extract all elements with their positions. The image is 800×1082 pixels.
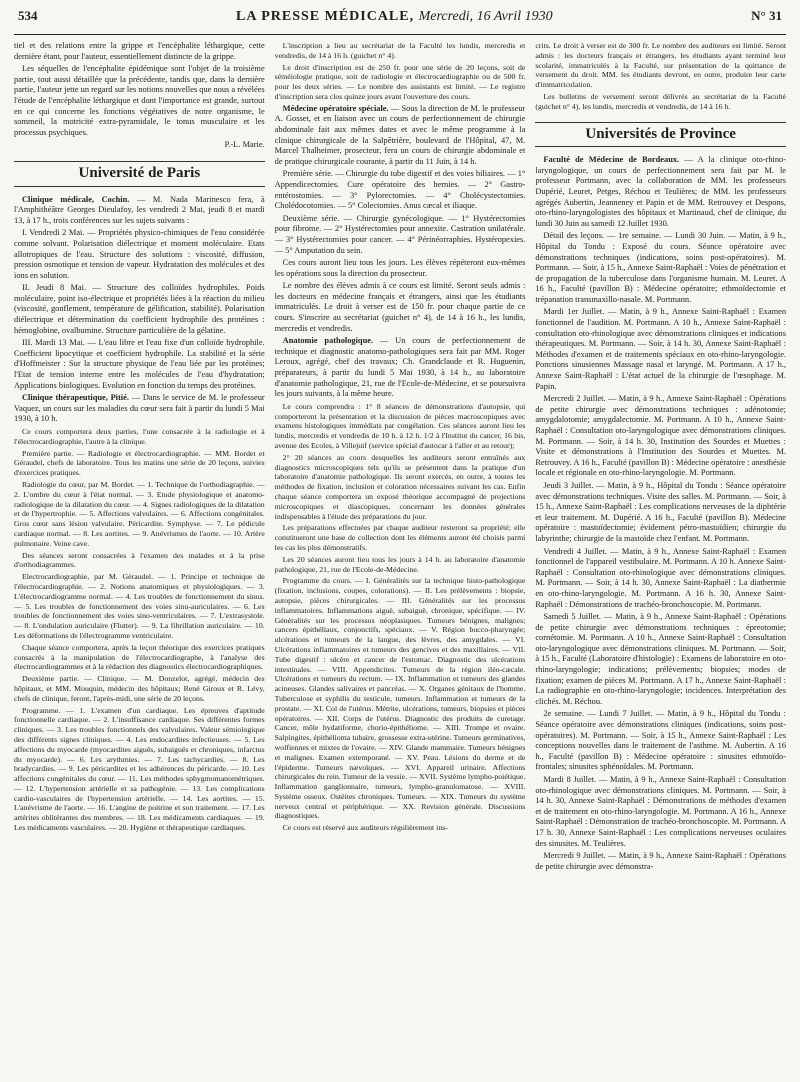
paragraph: Electrocardiographie, par M. Géraudel. — 1. Principe et technique de l'électrocardiographie. — 2. Notions anatomiques et physiologiques. — 3. L'électrocardiogramme normal. — 4. Les troubles de fonctionnement du sinus. — 5. Les troubles de fonctionnement des voies sinu-auriculaires. — 6. Les troubles de fonctionnement des voies sino-ventriculaires. — 7. L'extrasystole. — 8. L'ondulation auriculaire (Flutter). — 9. La fibrillation auriculaire. — 10. Les déformations de l'électrogramme ventriculaire. <box>14 572 265 640</box>
paragraph: Ce cours comportera deux parties, l'une consacrée à la radiologie et à l'électrocardiographie, l'autre à la clinique. <box>14 427 265 446</box>
paragraph: Mardi 8 Juillet. — Matin, à 9 h., Annexe Saint-Raphaël : Consultation oto-rhinologique avec démonstrations cliniques. M. Portmann. — Soir, à 14 h. 30, Annexe Saint-Raphaël : Démonstrations de méthodes d'examen et de traitement en oto-rhino-laryngologie. M. Portmann. A 16 h., Annexe Saint-Raphaël : Démonstration de trachéo-bronchoscopie. M. Portmann. A 17 h. 30, Annexe Saint-Raphaël : Les complications nerveuses oculaires des sinusites. M. Teulières. <box>535 775 786 848</box>
masthead <box>236 9 553 25</box>
notice-text: — M. Nada Marinesco fera, à l'Amphithéâtre Georges Dieulafoy, les vendredi 2 Mai, jeudi 8 et mardi 13, à 17 h., trois conférences sur les sujets suivants : <box>14 194 265 225</box>
paragraph: Première série. — Chirurgie du tube digestif et des voies biliaires. — 1° Appendicectomies. Cure opératoire des hernies. — 2° Gastro-entérostomies. — 3° Pylorectomies. — 4° Cholécystectomies. Cholédocotomies. — 5° Colectomies. Anus cæcal et iliaque. <box>274 169 526 211</box>
paragraph: crits. Le droit à verser est de 300 fr. Le nombre des auditeurs est limité. Seront admis : les docteurs français et étrangers, les étudiants ayant terminé leur scolarité, immatriculés à la Faculté, sur présentation de la quittance de versement du droit. MM. les étudiants devront, en outre, produire leur carte d'immatriculation. <box>535 41 786 90</box>
paragraph: Le cours comprendra : 1° 8 séances de démonstrations d'autopsie, qui comporteront la présentation et la discussion de pièces macroscopiques avec examens histologiques immédiats par congélation. Ces séances auront lieu les lundis, mercredis et vendredis de 10 h. à 12 h. 1/2 à l'Institut du cancer, 16 bis, avenue des Ecoles, à Villejuif (service spécial d'autocar à l'aller et au retour); <box>274 401 526 450</box>
notice-pitie <box>14 393 265 425</box>
journal-name: LA PRESSE MÉDICALE, <box>236 9 415 24</box>
paragraph: tiel et des relations entre la grippe et l'encéphalite léthargique, cette dernière étant, pour l'auteur, essentiellement distincte de la grippe. <box>14 41 265 61</box>
notice-text: — A la clinique oto-rhino-laryngologique, un cours de perfectionnement sera fait par M. le professeur Portmann, avec la collaboration de MM. les professeurs Dupérié, Leuret, Petges, Réchou et Teulières; de MM. les professeurs agrégés Aubertin, Jeanneney et Papin et de MM. Retrouvey et Despons, oto-rhino-laryngologistes des hôpitaux et Martinaud, chef de clinique, du lundi 30 Juin au samedi 12 Juillet 1930. <box>535 155 786 228</box>
section-title-paris: Université de Paris <box>14 161 265 187</box>
paragraph: Deuxième série. — Chirurgie gynécologique. — 1° Hystérectomies pour fibrome. — 2° Hystérectomies pour annexite. Castration unilatérale. — 3° Hystérectomies pour cancer. — 4° Périnéorraphies. Hystéropexies. — 5° Amputation du sein. <box>274 213 526 255</box>
signature: P.-L. Marie. <box>224 140 265 150</box>
column-1 <box>14 41 265 1081</box>
notice-text: — Sous la direction de M. le professeur A. Gosset, et en liaison avec un cours de perfectionnement de chirurgie abdominale fait aux mêmes dates et avec le même programme à la clinique chirurgicale de la Salpêtrière, boulevard de l'Hôpital, 47, M. Marcel Thalheimer, prosecteur, fera un cours de chirurgie abdominale et de pratique chirurgicale courante, à partir du 11 Juin, à 14 h. <box>274 103 526 166</box>
notice-title: Clinique thérapeutique, Pitié. <box>22 393 129 403</box>
paragraph: Les 20 séances auront lieu tous les jours à 14 h. au laboratoire d'anatomie pathologique, 21, rue de l'Ecole-de-Médecine. <box>274 554 526 574</box>
paragraph: Radiologie du cœur, par M. Bordet. — 1. Technique de l'orthodiagraphie. — 2. L'ombre du cœur à l'état normal. — 3. Etude physiologique et anatomo-radiologique de la dilatation du cœur. — 4. Signes radiologiques de la dilatation et de l'hypertrophie. — 5. Affections valvulaires. — 6. Affections congénitales. Gros cœur sans lésion valvulaire. Péricardite. Symphyse. — 7. Le pédicule cardiaque normal. — 8. Les aortites. — 9. Anévrismes de l'aorte. — 10. Artère pulmonaire. Veine cave. <box>14 479 265 548</box>
paragraph: 2° 20 séances au cours desquelles les auditeurs seront entraînés aux diagnostics microscopiques tels qu'ils se présentent dans la pratique d'un laboratoire d'anatomie pathologique. Ils seront exercés, en outre, à toutes les méthodes de fixation, inclusion et coloration nécessaires suivant les cas. Enfin chaque séance comportera un exposé théorique accompagné de projections microscopiques et diascopiques, concernant les données générales indispensables à l'étude des préparations du jour. <box>274 452 526 521</box>
paragraph: Détail des leçons. — 1re semaine. — Lundi 30 Juin. — Matin, à 9 h., Hôpital du Tondu : Exposé du cours. Séance opératoire avec démonstrations techniques (indications, soins post-opératoires). M. Portmann. — Soir, à 15 h., Annexe Saint-Raphaël : Voies de pénétration et de propagation de la tuberculose dans l'organisme humain. M. Leuret. A 16 h., Faculté (pavillon B) : Médecine opératoire; ethmoïdectomie et trépanation transmaxillo-nasale. M. Portmann. <box>535 231 786 304</box>
paragraph: Les séquelles de l'encéphalite épidémique sont l'objet de la troisième partie, tout aussi détaillée que la précédente, tandis que, dans la dernière partie, l'auteur jette un regard sur les notions nouvelles que nous a révélées l'étude de l'encéphalite léthargique et dont l'importance est grande, surtout en ce qui concerne les fonctions végétatives de notre organisme, le sommeil, la motricité extra-pyramidale, le tonus musculaire et les processus psychiques. <box>14 64 265 137</box>
notice-bordeaux <box>535 155 786 229</box>
paragraph: Mercredi 9 Juillet. — Matin, à 9 h., Annexe Saint-Raphaël : Opérations de petite chirurgie avec démonstra- <box>535 851 786 871</box>
paragraph: Samedi 5 Juillet. — Matin, à 9 h., Annexe Saint-Raphaël : Opérations de petite chirurgie avec démonstrations techniques : épreotomie; cornétomie. M. Portmann. A 10 h., Annexe Saint-Raphaël : Consultation oto-laryngologique avec démonstrations cliniques. M. Portmann. — Soir, à 15 h., Faculté (Laboratoire d'histologie) : Examens de laboratoire en oto-rhino-laryngologie; indications; prélèvements; biopsies; modes de fixation; examen de pièces M. Portmann. A 17 h., Annexe Saint-Raphaël : La radiographie en oto-rhino-laryngologie; incidences. Interprétation des clichés. M. Réchou. <box>535 612 786 706</box>
page-header <box>14 8 786 35</box>
issue-number: N° 31 <box>751 8 782 23</box>
paragraph: Vendredi 4 Juillet. — Matin, à 9 h., Annexe Saint-Raphaël : Examen fonctionnel de l'appareil vestibulaire. M. Portmann. A 10 h. Annexe Saint-Raphaël : Consultation oto-rhinologique avec démonstrations cliniques. M. Portmann. — Soir, à 14 h. 30, Annexe Saint-Raphaël : La diathermie en oto-rhino-laryngologie. M. Portmann. A 16 h. 30, Annexe Saint-Raphaël : Démonstrations de trachéo-bronchoscopie. M. Portmann. <box>535 546 786 609</box>
paragraph: Programme. — 1. L'examen d'un cardiaque. Les épreuves d'aptitude fonctionnelle cardiaque. — 2. L'insuffisance cardiaque. Ses différentes formes cliniques. — 3. Les troubles fonctionnels des valvulaires. Valeur sémiologique des différents signes cliniques. — 4. Les endocardites infectieuses. — 5. Les affections du myocarde (myocardites aiguës, subaiguës et chroniques, infarctus du myocarde). — 6. Les arythmies. — 7. Les tachycardies. — 8. Les bradycardies. — 9. Les péricardites et les adhérences du péricarde. — 10. Les affections congénitales du cœur. — 11. Les méthodes sphygmomanométriques. — 12. L'hypertension artérielle et sa pathogénie. — 13. Les complications cardio-vasculaires de l'hypertension artérielle. — 14. Les aortites. — 15. L'anévrisme de l'aorte. — 16. L'angine de poitrine et son traitement. — 17. Les artérites oblitérantes des membres. — 18. Les médicaments cardiaques. — 19. Les médicaments vasculaires. — 20. Hygiène et thérapeutique cardiaques. <box>14 705 265 833</box>
notice-medecine-operatoire <box>275 104 526 168</box>
notice-text: — Un cours de perfectionnement de technique et diagnostic anatomo-pathologiques sera fait par MM. Roger Leroux, agrégé, chef des travaux; Ch. Grandclaude et R. Huguenin, préparateurs, à partir du lundi 5 Mai 1930, à 14 h., au laboratoire d'anatomie pathologique, 21, rue de l'Ecole-de-Médecine, et se poursuivra les jours suivants, à la même heure. <box>274 336 526 399</box>
paragraph: Mercredi 2 Juillet. — Matin, à 9 h., Annexe Saint-Raphaël : Opérations de petite chirurgie avec démonstrations techniques : adénotomie; amygdalotomie; amygdalectomie. M. Portmann. A 10 h., Annexe Saint-Raphaël : Consultation oto-laryngologique avec démonstrations cliniques. M. Portmann. — Soir, à 14 h. 30, Institution des Sourdes et Muettes : Visite et démonstrations à l'Institution des Sourdes et Muettes. M. Retrouvey. A 16 h., Faculté (pavillon B) : Médecine opératoire : anesthésie locale et régionale en oto-rhino-laryngologie. M. Portmann. <box>535 394 786 478</box>
paragraph: Les préparations effectuées par chaque auditeur resteront sa propriété; elle constitueront une base de collection dont les éléments auront été choisis parmi les cas les plus démonstratifs. <box>274 523 526 552</box>
notice-title: Clinique médicale, Cochin. <box>22 194 130 204</box>
notice-anatomie-pathologique <box>275 336 526 400</box>
paragraph: 2e semaine. — Lundi 7 Juillet. — Matin, à 9 h., Hôpital du Tondu : Séance opératoire avec démonstrations cliniques (indications, soins post-opératoires). M. Portmann. — Soir, à 15 h., Annexe Saint-Raphaël : Les conceptions nouvelles dans le traitement de l'asthme. M. Aubertin. A 16 h., Faculté (pavillon B) : Médecine opératoire : sinusites ethmoïdo-frontales; sinusites sphénoïdales. M. Portmann. <box>535 709 786 772</box>
paragraph: I. Vendredi 2 Mai. — Propriétés physico-chimiques de l'eau considérée comme solvant. Polarisation diélectrique et moment moléculaire. Etats allotropiques de l'eau. Structure des solutions : viscosité, diffusion, pression osmotique et tension de vapeur. Hydratation des molécules et des ions en solution. <box>14 228 265 280</box>
paragraph: III. Mardi 13 Mai. — L'eau libre et l'eau fixe d'un colloïde hydrophile. Coefficient lipocytique et coefficient hydrophile. La stabilité et la série d'Hoffmeister : Sur la structure physique de l'eau liée par les protéines; l'Etat de tension interne entre les molécules de l'eau d'hydratation; Applications biologiques. Evolution en fonction du temps des protéines. <box>14 338 265 390</box>
paragraph: Deuxième partie. — Clinique. — M. Donzelot, agrégé, médecin des hôpitaux, et MM. Mouquin, médecin des hôpitaux; René Giroux et R. Lévy, chefs de clinique, feront, l'après-midi, une série de 20 leçons. <box>14 674 265 703</box>
notice-title: Anatomie pathologique. <box>282 336 374 346</box>
paragraph: Première partie. — Radiologie et électrocardiographie. — MM. Bordet et Géraudel, chefs de laboratoire. Tous les matins une série de 20 leçons, suivies d'exercices pratiques. <box>14 448 265 478</box>
paragraph: Ces cours auront lieu tous les jours. Les élèves répéteront eux-mêmes les opérations sous la direction du prosecteur. <box>274 258 526 278</box>
paragraph: Des séances seront consacrées à l'examen des malades et à la prise d'orthodiagrammes. <box>14 550 265 570</box>
paragraph: Jeudi 3 Juillet. — Matin, à 9 h., Hôpital du Tondu : Séance opératoire avec démonstrations techniques. Visite des salles. M. Portmann. — Soir, à 15 h., Annexe Saint-Raphaël : Les complications nerveuses de la diphtérie et leur traitement. M. Dupérié. A 16 h., Faculté (pavillon B). Médecine opératoire : mastoïdectomie; évidement pétro-mastoïdien; chirurgie du labyrinthe; chirurgie de la mastoïde chez l'enfant. M. Portmann. <box>535 480 786 543</box>
paragraph: Le droit d'inscription est de 250 fr. pour une série de 20 leçons, soit de séméiologie pratique, soit de radiologie et électrocardiographie ou de 500 fr. pour les deux séries. — Le nombre des assistants est limité. — Le registre d'inscription sera clos quinze jours avant l'ouverture des cours. <box>274 62 526 101</box>
paragraph: Programme du cours. — I. Généralités sur la technique histo-pathologique (fixation, inclusions, coupes, colorations). — II. Les prélèvements : biopsie, autopsie, pièces chirurgicales. — III. Généralités sur les processus inflammatoires. Inflammations aiguë, subaiguë, chronique, spécifique. — IV. Généralités sur les processus néoplasiques. Tumeurs bénignes, malignes; cancers épithéliaux, conjonctifs, spéciaux. — V. Région bucco-pharyngée; ulcérations et tumeurs de la langue, des lèvres, des amygdales. — VI. Ulcérations inflammatoires et tumeurs des gencives et des maxillaires. — VII. Tube digestif : ulcère et cancer de l'estomac. Diagnostic des ulcérations intestinales. — VIII. Appendicites. Tumeurs de la région iléo-cæcale. Ulcérations et tumeurs du rectum. — IX. Inflammation et tumeurs des glandes acineuses. Glandes salivaires et pancréas. — X. Organes génitaux de l'homme. Tuberculose et syphilis du testicule, tumeurs. Inflammation et tumeurs de la prostate. — XI. Col de l'utérus. Métrite, ulcérations, tumeurs, biopsies et pièces opératoires. — XII. Corps de l'utérus. Diagnostic des produits de curetage. Cancer, môle hydatiforme, chorio-épithéliome. — XIII. Trompe et ovaire. Salpingites, épithélioma tubaire, grossesse extra-utérine. Tumeurs germinatives, wolfiennes et mixtes de l'ovaire. — XIV. Glande mammaire. Tumeurs bénignes et malignes. Examen extemporané. — XV. Peau. Lésions du derme et de l'épiderme. Tumeurs nævoïques. — XVI. Appareil urinaire. Affections chirurgicales du rein. Tumeur de la vessie. — XVII. Système lympho-poiétique. Inflammation ganglionnaire, tumeurs, lympho-granulomatose. — XVIII. Système osseux. Ostéites chroniques. Tumeurs. — XIX. Tumeurs du système nerveux central et périphérique. — XX. Revision générale. Discussions diagnostiques. <box>274 576 526 821</box>
issue-date: Mercredi, 16 Avril 1930 <box>418 9 553 24</box>
notice-title: Faculté de Médecine de Bordeaux. <box>543 155 680 165</box>
paragraph: Ce cours est réservé aux auditeurs régulièrement ins- <box>282 823 448 833</box>
notice-title: Médecine opératoire spéciale. <box>282 103 389 113</box>
paragraph: Les bulletins de versement seront délivrés au secrétariat de la Faculté (guichet n° 4), les lundis, mercredis et vendredis, de 14 à 16 h. <box>535 91 786 111</box>
notice-text: — Dans le service de M. le professeur Vaquez, un cours sur les maladies du cœur sera fait à partir du lundi 5 Mai 1930, à 10 h. <box>14 393 265 424</box>
paragraph: Chaque séance comportera, après la leçon théorique des exercices pratiques consacrés à la manipulation de l'électrocardiographe, à l'analyse des électrocardiogrammes et à la rédaction des diagnostics électrocardiographiques. <box>14 642 265 672</box>
columns <box>14 41 786 1081</box>
paragraph: Le nombre des élèves admis à ce cours est limité. Seront seuls admis : les docteurs en médecine français et étrangers, ainsi que les étudiants immatriculés. Le droit à verser est de 150 fr. pour chaque partie de ce cours. S'inscrire au secrétariat (guichet n° 4), de 14 à 16 h., les lundis, mercredis et vendredis. <box>274 281 526 333</box>
paragraph: II. Jeudi 8 Mai. — Structure des colloïdes hydrophiles. Poids moléculaire, point iso-électrique et propriétés liées à la réaction du milieu (viscosité, gonflement, température de gélification, stabilité). Polarisation diélectrique et détermination du coefficient hydrophile des protéines : hémoglobine, ovalbumine. Structure particulière de la gélatine. <box>14 283 265 335</box>
notice-cochin <box>14 195 265 227</box>
section-title-province: Universités de Province <box>535 122 786 148</box>
column-3 <box>535 41 786 1081</box>
column-2 <box>275 41 526 1081</box>
page-number: 534 <box>18 8 38 23</box>
paragraph: Mardi 1er Juillet. — Matin, à 9 h., Annexe Saint-Raphaël : Examen fonctionnel de l'audition. M. Portmann. A 10 h., Annexe Saint-Raphaël : consultation oto-rhinologique avec démonstrations cliniques et indications thérapeutiques. M. Portmann. — Soir, à 14 h. 30, Annexe Saint-Raphaël : Méthodes d'examen et de traitements spéciaux en oto-rhino-laryngologie. Ponctions sinusiennes Massage nasal et laryngé. M. Portmann. A 17 h., Annexe Saint-Raphaël : L'état actuel de la chirurgie de l'œsophage. M. Papin. <box>535 307 786 391</box>
paragraph: L'inscription a lieu au secrétariat de la Faculté les lundis, mercredis et vendredis, de 14 à 16 h. (guichet n° 4). <box>274 41 526 60</box>
